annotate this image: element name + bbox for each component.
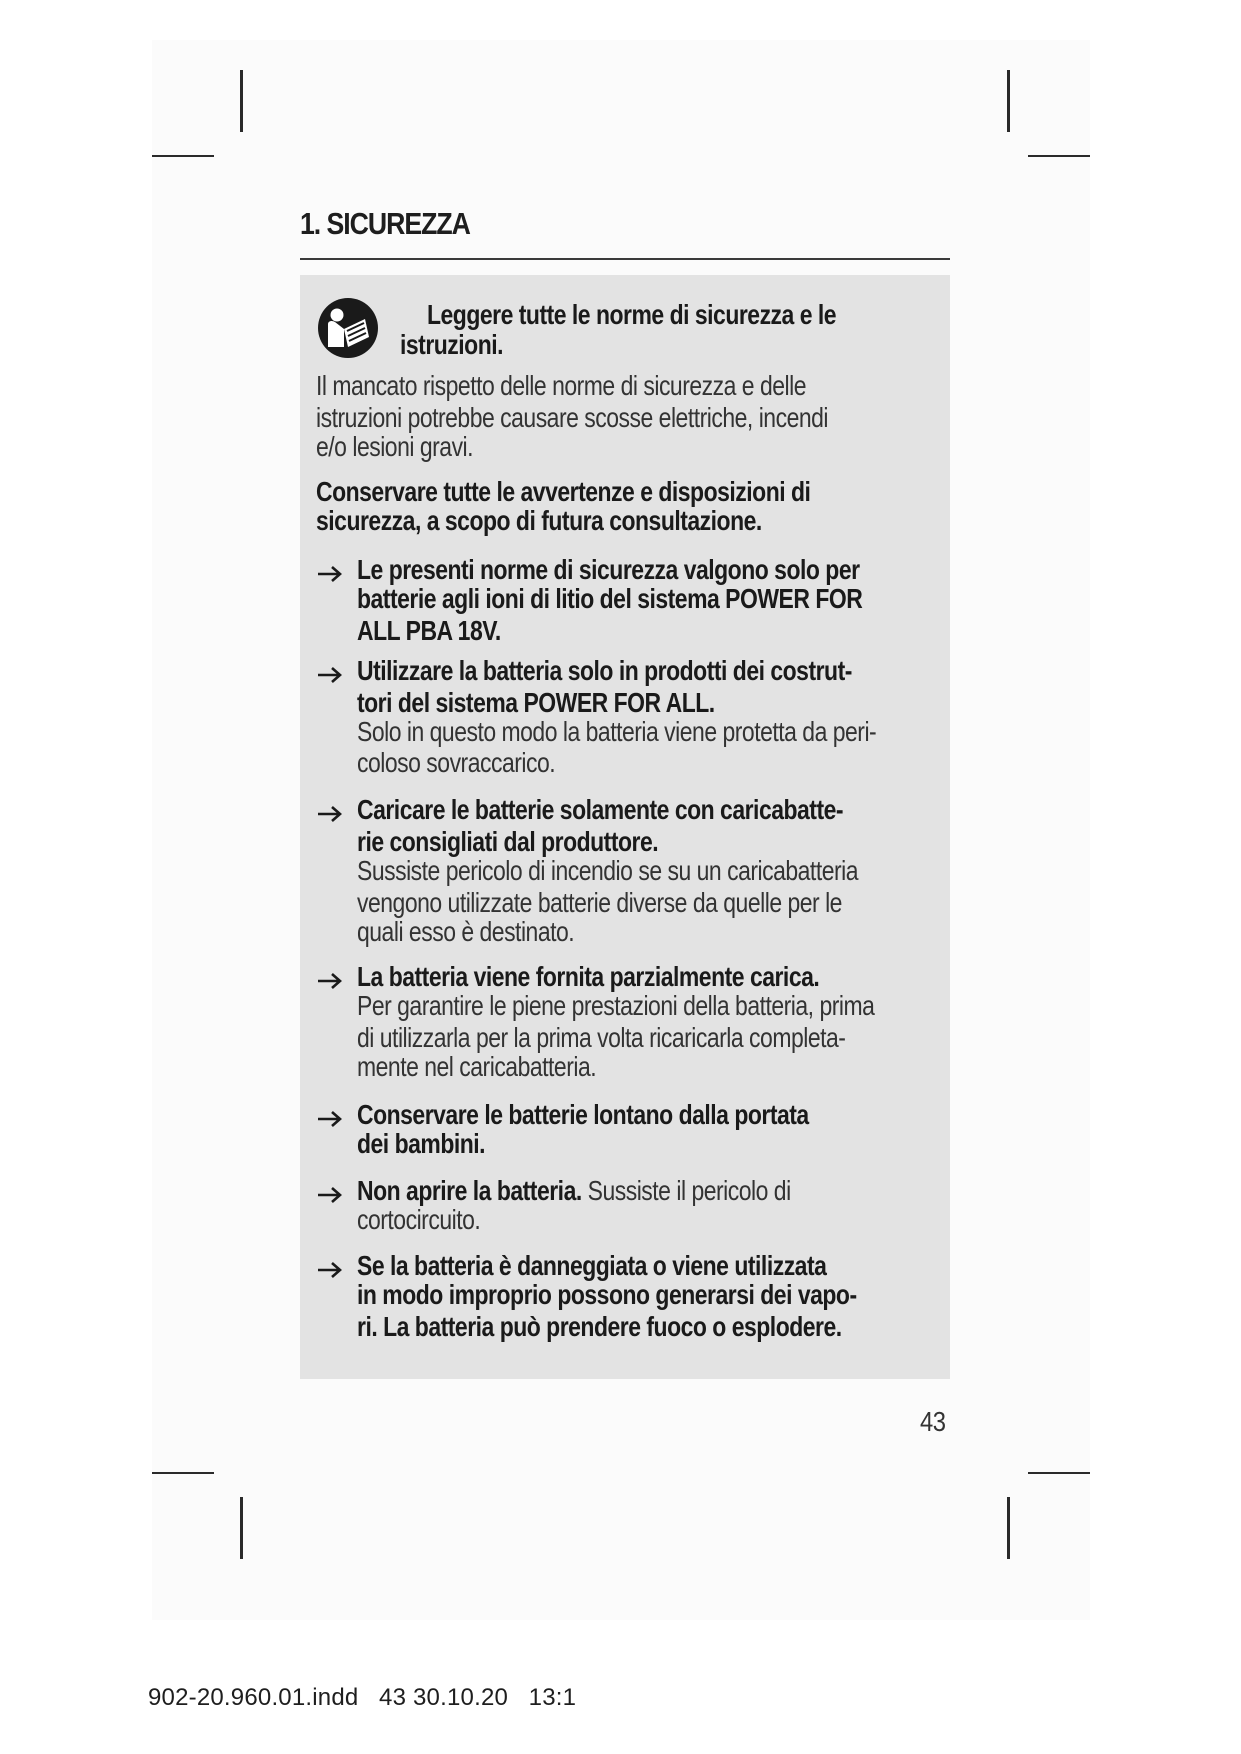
arrow-right-icon xyxy=(316,1185,344,1205)
list-item-bold-line: tori del sistema POWER FOR ALL. xyxy=(357,687,715,718)
warning-text-line: Il mancato rispetto delle norme di sicurezza e delle xyxy=(316,370,807,401)
crop-mark xyxy=(152,155,214,157)
crop-mark xyxy=(152,1472,214,1474)
title-rule xyxy=(300,258,950,260)
list-item-text-line: vengono utilizzate batterie diverse da quelle per le xyxy=(357,887,842,918)
list-item-bold-line: in modo improprio possono generarsi dei vapo- xyxy=(357,1279,857,1310)
keep-instructions-line: Conservare tutte le avvertenze e disposizioni di xyxy=(316,476,811,507)
arrow-right-icon xyxy=(316,804,344,824)
list-item-bold-line: Utilizzare la batteria solo in prodotti dei costrut- xyxy=(357,655,852,686)
list-item-text-line: Solo in questo modo la batteria viene protetta da peri- xyxy=(357,716,877,747)
crop-mark xyxy=(1007,1497,1010,1559)
list-item-bold-line: La batteria viene fornita parzialmente carica. xyxy=(357,961,820,992)
warning-text-line: e/o lesioni gravi. xyxy=(316,431,474,462)
safety-heading-line1: Leggere tutte le norme di sicurezza e le xyxy=(427,299,837,330)
crop-mark xyxy=(1007,70,1010,132)
safety-box xyxy=(300,275,950,1379)
list-item-bold-line: ALL PBA 18V. xyxy=(357,615,501,646)
arrow-right-icon xyxy=(316,564,344,584)
list-item-bold-line: Se la batteria è danneggiata o viene utilizzata xyxy=(357,1250,827,1281)
list-item-text-line: Sussiste pericolo di incendio se su un caricabatteria xyxy=(357,855,859,886)
arrow-right-icon xyxy=(316,1260,344,1280)
keep-instructions-line: sicurezza, a scopo di futura consultazione. xyxy=(316,505,762,536)
safety-heading-line2: istruzioni. xyxy=(400,329,504,360)
warning-text-line: istruzioni potrebbe causare scosse elettriche, incendi xyxy=(316,402,829,433)
list-item-text-line: coloso sovraccarico. xyxy=(357,747,556,778)
crop-mark xyxy=(240,70,243,132)
arrow-right-icon xyxy=(316,665,344,685)
list-item-bold-line: Conservare le batterie lontano dalla portata xyxy=(357,1099,809,1130)
list-item-bold-line: ri. La batteria può prendere fuoco o esplodere. xyxy=(357,1311,842,1342)
list-item-inline-rest: Sussiste il pericolo di xyxy=(581,1175,791,1206)
print-slug: 902-20.960.01.indd 43 30.10.20 13:1 xyxy=(148,1684,577,1711)
list-item-text-line: quali esso è destinato. xyxy=(357,916,575,947)
list-item-mixed-line xyxy=(357,1176,791,1206)
read-manual-icon xyxy=(317,297,379,359)
section-title: 1. SICUREZZA xyxy=(300,206,470,241)
list-item-text-line: di utilizzarla per la prima volta ricaricarla completa- xyxy=(357,1022,846,1053)
list-item-bold-line: dei bambini. xyxy=(357,1128,486,1159)
arrow-right-icon xyxy=(316,1109,344,1129)
arrow-right-icon xyxy=(316,971,344,991)
crop-mark xyxy=(240,1497,243,1559)
list-item-text-line: cortocircuito. xyxy=(357,1204,481,1235)
list-item-bold-line: rie consigliati dal produttore. xyxy=(357,826,659,857)
list-item-text-line: mente nel caricabatteria. xyxy=(357,1051,597,1082)
list-item-bold-line: Le presenti norme di sicurezza valgono solo per xyxy=(357,554,860,585)
page-number: 43 xyxy=(920,1406,946,1437)
list-item-bold-inline: Non aprire la batteria. xyxy=(357,1175,582,1206)
crop-mark xyxy=(1028,155,1090,157)
list-item-bold-line: Caricare le batterie solamente con caricabatte- xyxy=(357,794,844,825)
list-item-text-line: Per garantire le piene prestazioni della batteria, prima xyxy=(357,990,875,1021)
crop-mark xyxy=(1028,1472,1090,1474)
list-item-bold-line: batterie agli ioni di litio del sistema POWER FOR xyxy=(357,583,863,614)
